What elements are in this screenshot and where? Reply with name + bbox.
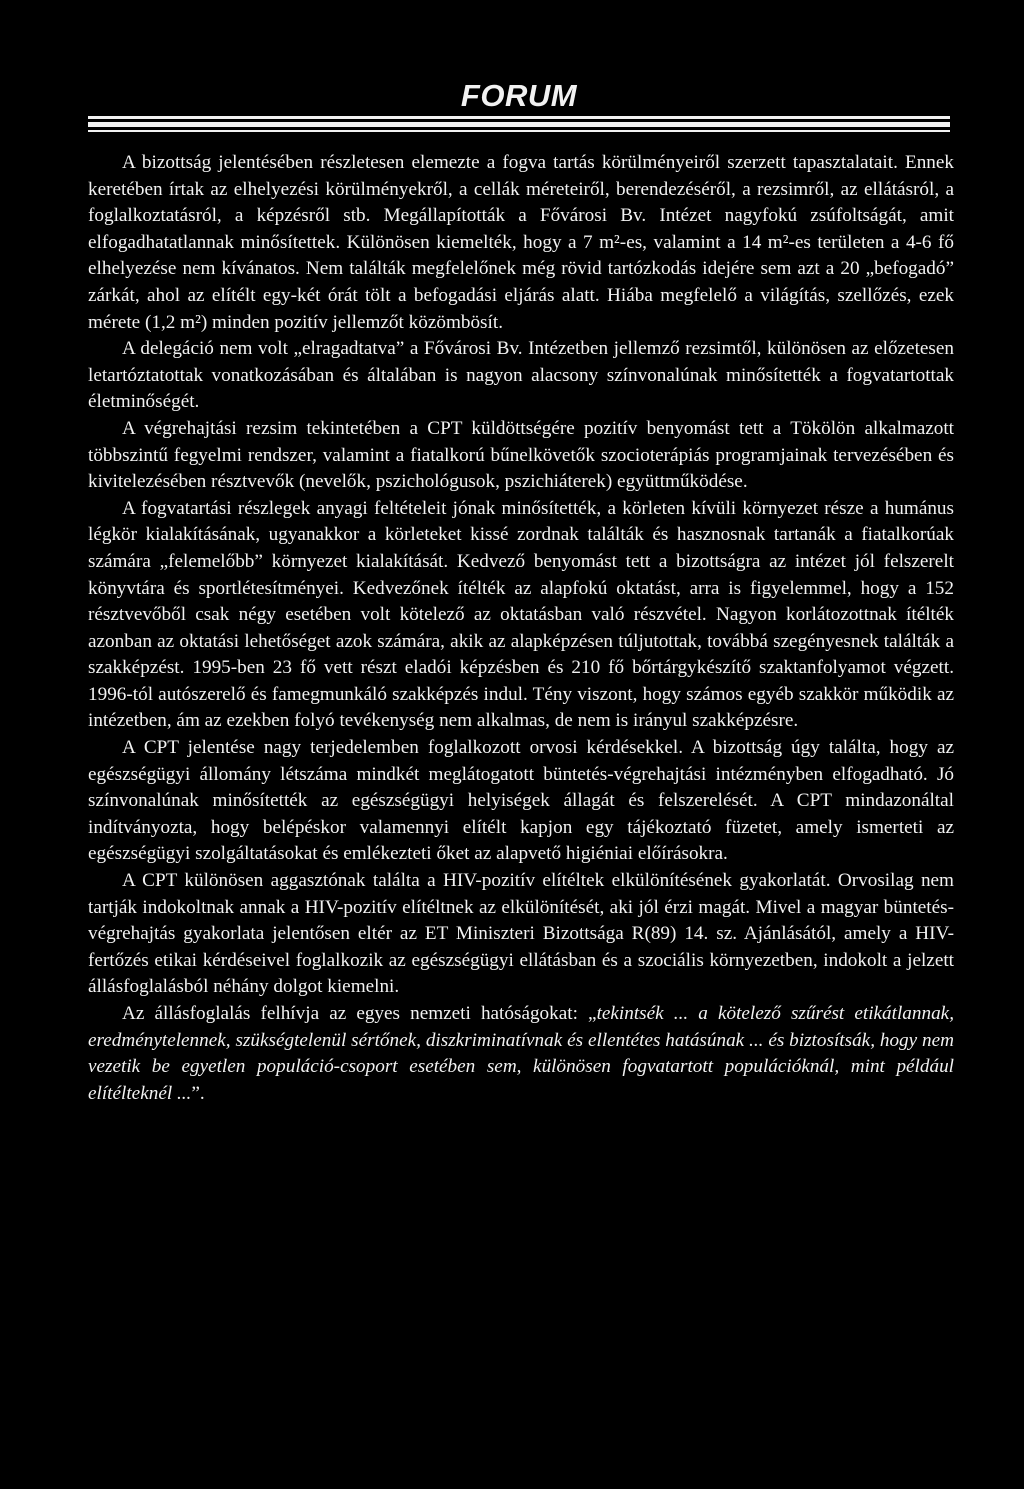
page-header	[88, 78, 950, 138]
header-rule-thick	[88, 122, 950, 127]
quote-lead: Az állásfoglalás felhívja az egyes nemzeti hatóságokat: „	[122, 1003, 597, 1024]
quote-tail: ”.	[191, 1082, 205, 1104]
article-body	[88, 150, 954, 1107]
section-title: FORUM	[460, 78, 578, 113]
paragraph-6: A CPT különösen aggasztónak találta a HIV-pozitív elítéltek elkülönítésének gyakorlatát. Orvosilag nem tartják indokoltnak annak a HIV-pozitív elítéltnek az elkülönítését, aki jól érzi magát. Mivel a magyar büntetés-végrehajtás gyakorlata jelentősen eltér az ET Miniszteri Bizottsága R(89) 14. sz. Ajánlásától, amely a HIV-fertőzés etikai kérdéseivel foglalkozik az egészségügyi ellátásban és a szociális környezetben, indokolt a jelzett állásfoglalásból néhány dolgot kiemelni.	[88, 870, 954, 998]
header-rule-bottom	[88, 130, 950, 132]
paragraph-2: A delegáció nem volt „elragadtatva” a Fővárosi Bv. Intézetben jellemző rezsimtől, különösen az előzetesen letartóztatottak vonatkozásában és általában is nagyon alacsony színvonalúnak minősítették a fogvatartottak életminőségét.	[88, 338, 954, 413]
paragraph-4: A fogvatartási részlegek anyagi feltételeit jónak minősítették, a körleten kívüli környezet része a humánus légkör kialakításának, ugyanakkor a körleteket kissé zordnak találták és hasznosnak tartanák a fiatalkorúak számára „felemelőbb” környezet kialakítását. Kedvező benyomást tett a bizottságra az intézet jól felszerelt könyvtára és sportlétesítményei. Kedvezőnek ítélték az alapfokú oktatást, arra is figyelemmel, hogy a 152 résztvevőből csak négy esetében volt kötelező az oktatásban való részvétel. Nagyon korlátozottnak ítélték azonban az oktatási lehetőséget azok számára, akik az alapképzésen túljutottak, továbbá szegényesnek találták a szakképzést. 1995-ben 23 fő vett részt eladói képzésben és 210 fő bőrtárgykészítő szaktanfolyamot végzett. 1996-tól autószerelő és famegmunkáló szakképzés indul. Tény viszont, hogy számos egyéb szakkör működik az intézetben, ám az ezekben folyó tevékenység nem alkalmas, de nem is irányul szakképzésre.	[88, 497, 954, 732]
quoted-text: tekintsék ... a kötelező szűrést etikátlannak, eredménytelennek, szükségtelenül sértőnek, diszkriminatívnak és ellentétes hatásúnak ... és biztosítsák, hogy nem vezetik be egyetlen populáció-csoport esetében sem, különösen fogvatartott populációknál, mint például elítélteknél ...	[88, 1003, 954, 1104]
paragraph-3: A végrehajtási rezsim tekintetében a CPT küldöttségére pozitív benyomást tett a Tökölön alkalmazott többszintű fegyelmi rendszer, valamint a fiatalkorú bűnelkövetők szocioterápiás programjainak tervezésében és kivitelezésében résztvevők (nevelők, pszichológusok, pszichiáterek) együttműködése.	[88, 417, 954, 493]
paragraph-1: A bizottság jelentésében részletesen elemezte a fogva tartás körülményeiről szerzett tapasztalatait. Ennek keretében írtak az elhelyezési körülményekről, a cellák méreteiről, berendezéséről, a rezsimről, az ellátásról, a foglalkoztatásról, a képzésről stb. Megállapították a Fővárosi Bv. Intézet nagyfokú zsúfoltságát, amit elfogadhatatlannak minősítettek. Különösen kiemelték, hogy a 7 m²-es, valamint a 14 m²-es területen a 4-6 fő elhelyezése nem kívánatos. Nem találták megfelelőnek még rövid tartózkodás idejére sem azt a 20 „befogadó” zárkát, ahol az elítélt egy-két órát tölt a befogadási eljárás alatt. Hiába megfelelő a világítás, szellőzés, ezek mérete (1,2 m²) minden pozitív jellemzőt közömbösít.	[88, 152, 954, 333]
paragraph-5: A CPT jelentése nagy terjedelemben foglalkozott orvosi kérdésekkel. A bizottság úgy találta, hogy az egészségügyi állomány létszáma mindkét meglátogatott büntetés-végrehajtási intézményben elfogadható. Jó színvonalúnak minősítették az egészségügyi helyiségek állagát és felszerelését. A CPT mindazonáltal indítványozta, hogy belépéskor valamennyi elítélt kapjon egy tájékoztató füzetet, amely ismerteti az egészségügyi szolgáltatásokat és emlékezteti őket az alapvető higiéniai előírásokra.	[88, 737, 954, 865]
paragraph-7	[88, 1001, 954, 1107]
header-rule-thin	[88, 116, 950, 119]
